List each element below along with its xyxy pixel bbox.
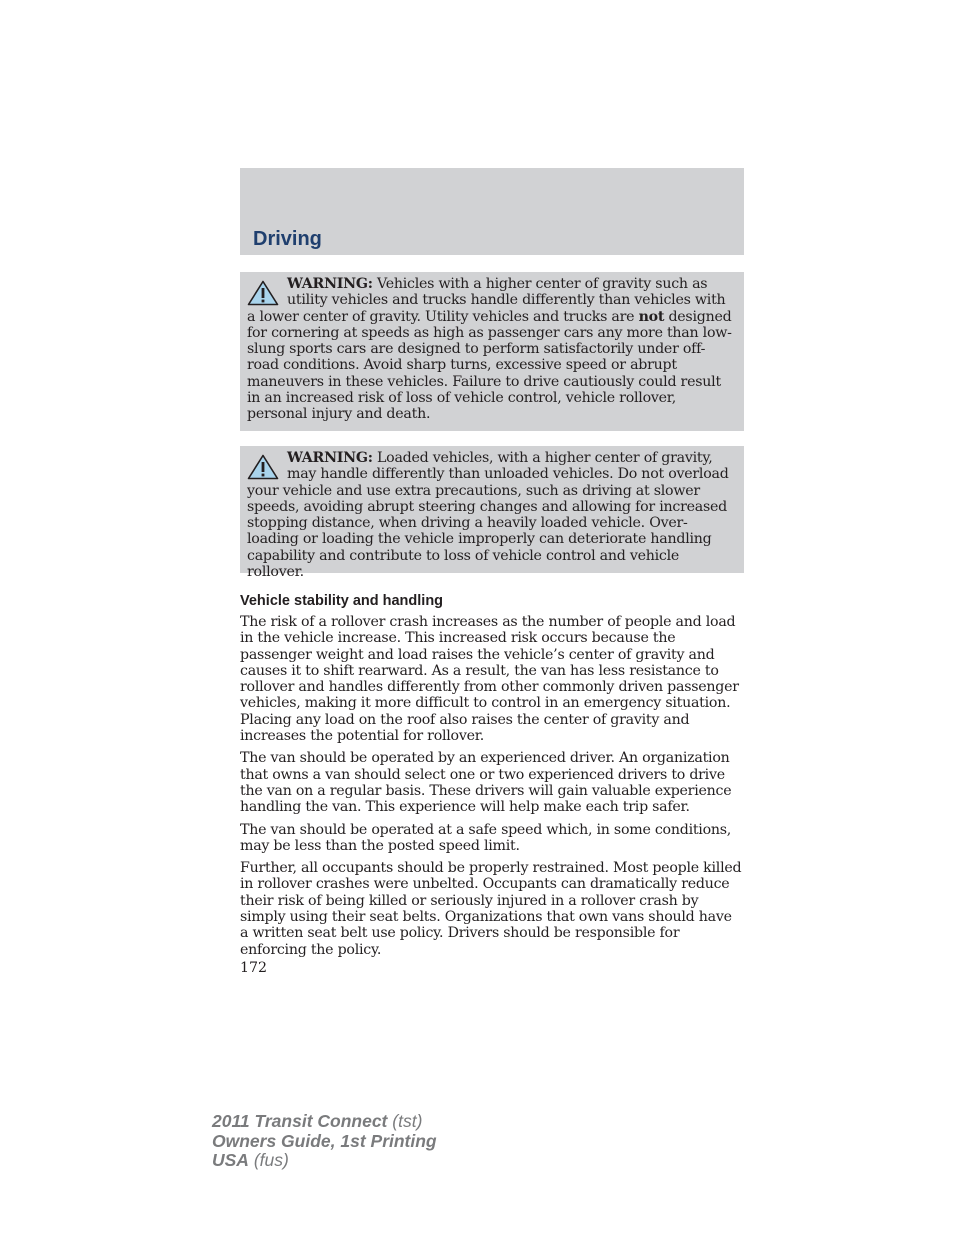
footer-market: USA (212, 1150, 249, 1170)
footer-line-3 (212, 1151, 437, 1171)
paragraph: The van should be operated by an experienced driver. An organization that owns a van should select one or two experienced drivers to drive the van on a regular basis. These drivers will gain valuable experience handling the van. This experience will help make each trip safer. (240, 750, 732, 816)
warning-text (247, 450, 736, 580)
warning-emphasis: not (638, 308, 665, 325)
page-title: Driving (253, 228, 322, 250)
warning-body-start: Vehicles with a higher center of gravity such as utility vehicles and trucks handle differently than vehicles with a lower center of gravity. Utility vehicles and trucks are (247, 276, 726, 325)
warning-label: WARNING: (287, 276, 373, 292)
footer-model: 2011 Transit Connect (212, 1111, 388, 1131)
section-body (240, 614, 744, 964)
warning-label: WARNING: (287, 450, 373, 466)
document-footer (212, 1112, 437, 1171)
section-heading: Vehicle stability and handling (240, 593, 444, 609)
warning-box-loaded-vehicles (240, 446, 744, 581)
footer-edition: Owners Guide, 1st Printing (212, 1130, 437, 1151)
warning-triangle-icon (247, 454, 279, 480)
warning-triangle-icon (247, 280, 279, 306)
footer-market-code: (fus) (253, 1150, 289, 1170)
paragraph: Further, all occupants should be properly restrained. Most people killed in rollover crashes were unbelted. Occupants can dramatically reduce their risk of being killed or seriously injured in a rollover crash by simply using their seat belts. Organizations that own vans should have a written seat belt use policy. Drivers should be responsible for enforcing the policy. (240, 860, 742, 958)
warning-box-rollover (240, 272, 744, 431)
warning-text (247, 276, 736, 423)
paragraph: The van should be operated at a safe speed which, in some conditions, may be less than the posted speed limit. (240, 821, 732, 854)
footer-model-code: (tst) (392, 1111, 423, 1131)
warning-body: Loaded vehicles, with a higher center of gravity, may handle differently than unloaded vehicles. Do not overload your vehicle and use extra precautions, such as driving at slower speeds, avoiding abrupt steering changes and allowing for increased stopping distance, when driving a heavily loaded vehicle. Over-loading or loading the vehicle improperly can deteriorate handling capability and contribute to loss of vehicle control and vehicle rollover. (247, 450, 729, 581)
footer-line-2 (212, 1132, 437, 1152)
page-number: 172 (240, 960, 268, 976)
paragraph: The risk of a rollover crash increases as the number of people and load in the vehicle increase. This increased risk occurs because the passenger weight and load raises the vehicle’s center of gravity and causes it to shift rearward. As a result, the van has less resistance to rollover and handles differently from other commonly driven passenger vehicles, making it more difficult to control in an emergency situation. Placing any load on the roof also raises the center of gravity and increases the potential for rollover. (240, 614, 739, 745)
section-header-band (240, 168, 744, 255)
warning-body-end: designed for cornering at speeds as high as passenger cars any more than low-slung sports cars are designed to perform satisfactorily under off-road conditions. Avoid sharp turns, excessive speed or abrupt maneuvers in these vehicles. Failure to drive cautiously could result in an increased risk of loss of vehicle control, vehicle rollover, personal injury and death. (247, 308, 732, 423)
footer-line-1 (212, 1112, 437, 1132)
